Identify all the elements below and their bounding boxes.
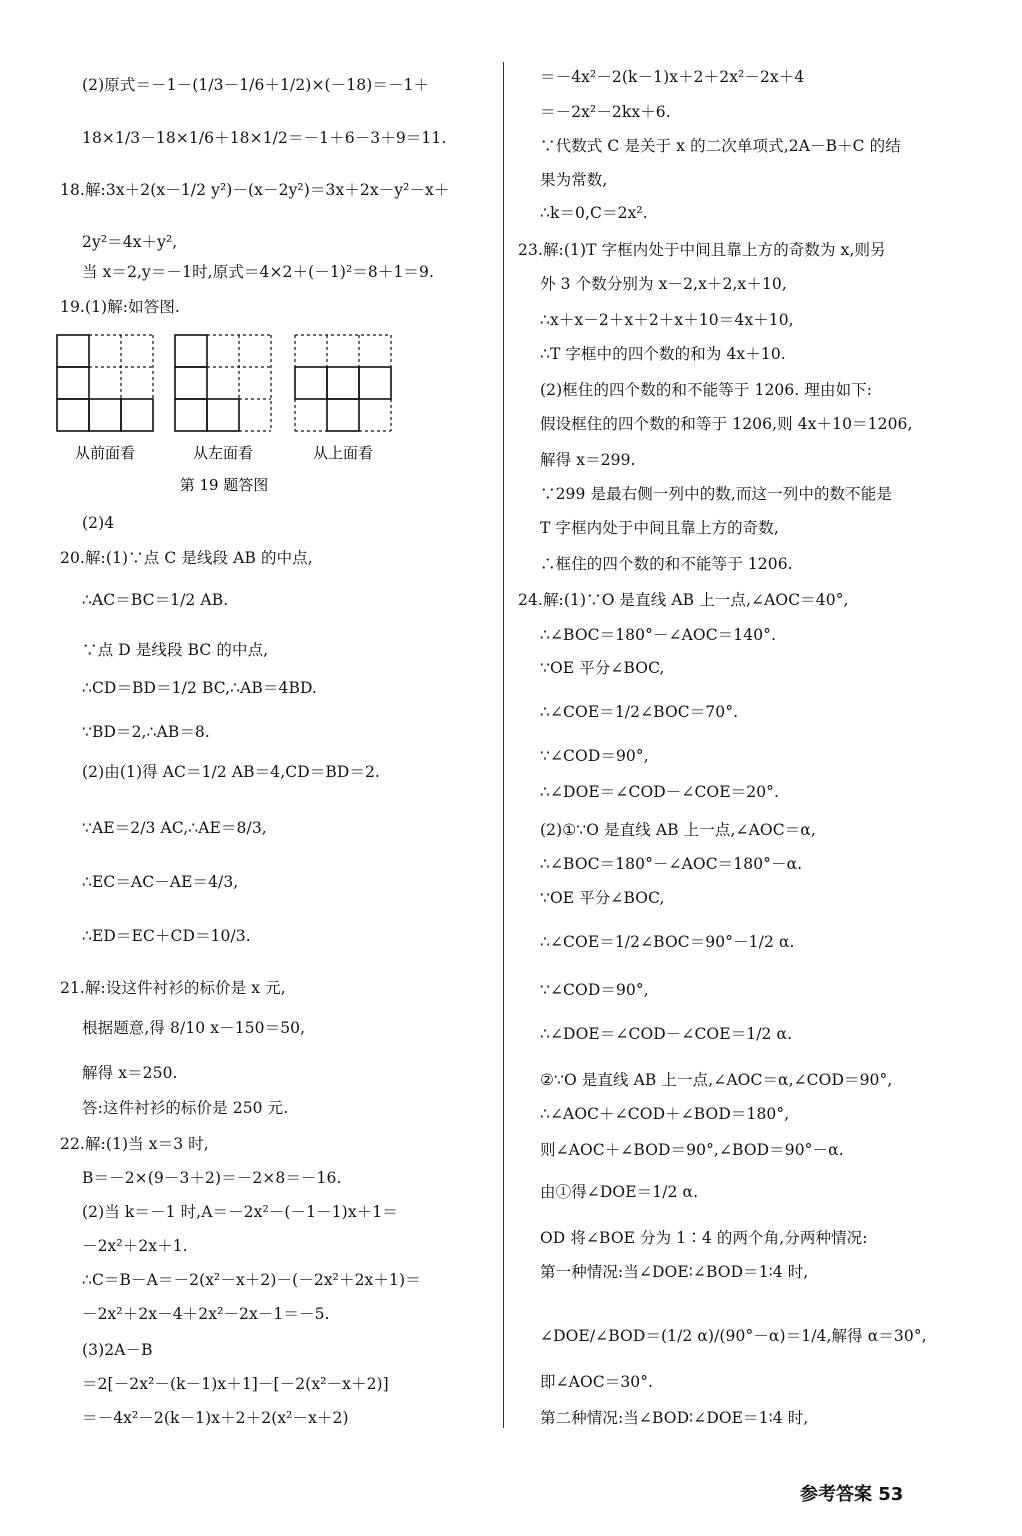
left-view-drawing xyxy=(175,335,239,431)
answer-line: －2x²＋2x－4＋2x²－2x－1＝－5. xyxy=(82,1305,330,1323)
answer-line: －2x²＋2x＋1. xyxy=(82,1237,188,1255)
answer-line: ∵AE＝2/3 AC,∴AE＝8/3, xyxy=(82,819,267,837)
top-view-dashed xyxy=(295,335,391,431)
answer-line: ∵代数式 C 是关于 x 的二次单项式,2A－B＋C 的结 xyxy=(540,137,901,155)
answer-line: ＝－4x²－2(k－1)x＋2＋2(x²－x＋2) xyxy=(82,1409,349,1427)
answer-line: ∴∠COE＝1/2∠BOC＝70°. xyxy=(540,703,739,721)
answer-line: ＝－2x²－2kx＋6. xyxy=(540,103,671,121)
answer-line: ∵299 是最右侧一列中的数,而这一列中的数不能是 xyxy=(540,485,892,503)
answer-line: 19.(1)解:如答图. xyxy=(60,298,180,316)
answer-line: ∴∠AOC＋∠COD＋∠BOD＝180°, xyxy=(540,1105,790,1123)
page-number: 53 xyxy=(878,1484,904,1505)
answer-line: ∴T 字框中的四个数的和为 4x＋10. xyxy=(540,345,786,363)
answer-line: ∴∠COE＝1/2∠BOC＝90°－1/2 α. xyxy=(540,933,795,951)
answer-line: ∵∠COD＝90°, xyxy=(540,981,649,999)
answer-line: (2)4 xyxy=(82,514,115,532)
column-divider xyxy=(503,62,504,1428)
answer-line: (3)2A－B xyxy=(82,1341,153,1359)
footer-label: 参考答案 xyxy=(800,1484,872,1505)
front-view-label: 从前面看 xyxy=(74,444,136,462)
answer-line: 由①得∠DOE＝1/2 α. xyxy=(540,1183,699,1201)
answer-line: 22.解:(1)当 x＝3 时, xyxy=(60,1135,209,1153)
answer-line: ∴∠DOE＝∠COD－∠COE＝1/2 α. xyxy=(540,1025,793,1043)
answer-line: ∵∠COD＝90°, xyxy=(540,747,649,765)
answer-line: ＝－4x²－2(k－1)x＋2＋2x²－2x＋4 xyxy=(540,68,805,86)
answer-line: 第二种情况:当∠BOD∶∠DOE＝1∶4 时, xyxy=(540,1409,809,1427)
answer-line: ∴框住的四个数的和不能等于 1206. xyxy=(540,555,793,573)
answer-line: 当 x＝2,y＝－1时,原式＝4×2＋(－1)²＝8＋1＝9. xyxy=(82,263,434,281)
answer-line: (2)原式＝－1－(1/3－1/6＋1/2)×(－18)＝－1＋ xyxy=(82,76,430,94)
figure-caption: 第 19 题答图 xyxy=(179,476,269,494)
answer-line: 18.解:3x＋2(x－1/2 y²)－(x－2y²)＝3x＋2x－y²－x＋ xyxy=(60,181,450,199)
answer-line: ∴EC＝AC－AE＝4/3, xyxy=(82,873,239,891)
answer-line: 18×1/3－18×1/6＋18×1/2＝－1＋6－3＋9＝11. xyxy=(82,129,447,147)
answer-line: 20.解:(1)∵点 C 是线段 AB 的中点, xyxy=(60,549,313,567)
answer-line: ∵OE 平分∠BOC, xyxy=(540,889,665,907)
answer-line: (2)①∵O 是直线 AB 上一点,∠AOC＝α, xyxy=(540,821,816,839)
answer-line: ∵BD＝2,∴AB＝8. xyxy=(82,723,210,741)
answer-line: 2y²＝4x＋y², xyxy=(82,233,178,251)
answer-line: ∴∠BOC＝180°－∠AOC＝180°－α. xyxy=(540,855,803,873)
answer-line: ∴∠DOE＝∠COD－∠COE＝20°. xyxy=(540,783,780,801)
answer-line: 假设框住的四个数的和等于 1206,则 4x＋10＝1206, xyxy=(540,415,913,433)
answer-line: 答:这件衬衫的标价是 250 元. xyxy=(82,1099,289,1117)
answer-line: ∴CD＝BD＝1/2 BC,∴AB＝4BD. xyxy=(82,679,317,697)
answer-line: 外 3 个数分别为 x－2,x＋2,x＋10, xyxy=(540,275,787,293)
answer-line: 24.解:(1)∵O 是直线 AB 上一点,∠AOC＝40°, xyxy=(518,591,849,609)
answer-line: ∴k＝0,C＝2x². xyxy=(540,204,648,222)
answer-line: ∵OE 平分∠BOC, xyxy=(540,659,665,677)
front-view-drawing xyxy=(57,335,153,431)
page-footer xyxy=(800,1480,903,1506)
front-view-dashed xyxy=(89,335,153,399)
top-view-drawing xyxy=(295,367,391,431)
answer-line: 23.解:(1)T 字框内处于中间且靠上方的奇数为 x,则另 xyxy=(518,241,886,259)
answer-line: ∵点 D 是线段 BC 的中点, xyxy=(82,641,269,659)
answer-line: ∴x＋x－2＋x＋2＋x＋10＝4x＋10, xyxy=(540,311,794,329)
answer-line: ∴C＝B－A＝－2(x²－x＋2)－(－2x²＋2x＋1)＝ xyxy=(82,1271,421,1289)
answer-line: ②∵O 是直线 AB 上一点,∠AOC＝α,∠COD＝90°, xyxy=(540,1071,893,1089)
answer-line: ∴AC＝BC＝1/2 AB. xyxy=(82,591,229,609)
answer-line: T 字框内处于中间且靠上方的奇数, xyxy=(540,519,779,537)
answer-line: (2)当 k＝－1 时,A＝－2x²－(－1－1)x＋1＝ xyxy=(82,1203,398,1221)
answer-line: (2)框住的四个数的和不能等于 1206. 理由如下: xyxy=(540,381,873,399)
answer-line: ∠DOE/∠BOD＝(1/2 α)/(90°－α)＝1/4,解得 α＝30°, xyxy=(540,1327,927,1345)
answer-line: 解得 x＝299. xyxy=(540,451,636,469)
answer-line: 第一种情况:当∠DOE∶∠BOD＝1∶4 时, xyxy=(540,1263,809,1281)
left-view-label: 从左面看 xyxy=(192,444,254,462)
answer-line: ＝2[－2x²－(k－1)x＋1]－[－2(x²－x＋2)] xyxy=(82,1375,389,1393)
answer-line: 根据题意,得 8/10 x－150＝50, xyxy=(82,1019,306,1037)
answer-line: ∴∠BOC＝180°－∠AOC＝140°. xyxy=(540,626,777,644)
answer-line: B＝－2×(9－3＋2)＝－2×8＝－16. xyxy=(82,1169,342,1187)
answer-line: (2)由(1)得 AC＝1/2 AB＝4,CD＝BD＝2. xyxy=(82,763,380,781)
answer-line: 则∠AOC＋∠BOD＝90°,∠BOD＝90°－α. xyxy=(540,1141,844,1159)
answer-line: 解得 x＝250. xyxy=(82,1064,178,1082)
top-view-label: 从上面看 xyxy=(312,444,374,462)
answer-line: 21.解:设这件衬衫的标价是 x 元, xyxy=(60,979,286,997)
answer-line: ∴ED＝EC＋CD＝10/3. xyxy=(82,927,251,945)
answer-line: 即∠AOC＝30°. xyxy=(540,1373,654,1391)
answer-line: OD 将∠BOE 分为 1∶4 的两个角,分两种情况: xyxy=(540,1229,868,1247)
answer-line: 果为常数, xyxy=(540,171,608,189)
view-drawings-figure xyxy=(52,330,412,495)
